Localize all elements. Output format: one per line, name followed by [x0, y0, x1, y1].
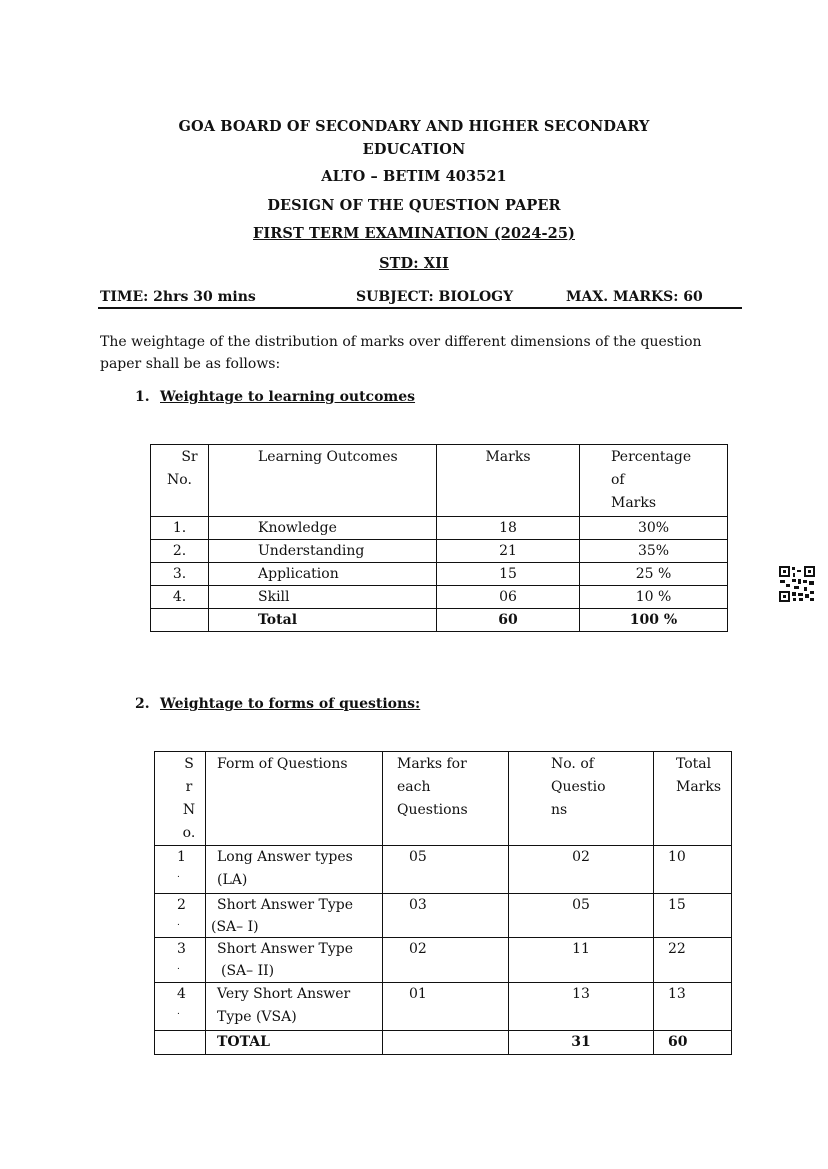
- table-row: 2 . Short Answer Type (SA– I) 03 05 15: [155, 894, 732, 938]
- section-2-number: 2.: [135, 696, 150, 712]
- table-row: 3. Application 15 25 %: [151, 563, 728, 586]
- table-header-row: [155, 752, 732, 846]
- subject-label: SUBJECT: BIOLOGY: [356, 289, 514, 305]
- exam-title: FIRST TERM EXAMINATION (2024-25): [253, 225, 575, 242]
- header-sr: Sr No.: [151, 445, 209, 517]
- design-title: DESIGN OF THE QUESTION PAPER: [267, 197, 561, 214]
- header-total-marks: Total Marks: [654, 752, 732, 846]
- table-header-row: [151, 445, 728, 517]
- header-learning-outcomes: Learning Outcomes: [209, 445, 437, 517]
- learning-outcomes-table: [150, 444, 728, 632]
- std-title: STD: XII: [379, 255, 449, 272]
- table-row: 4 . Very Short Answer Type (VSA) 01 13 13: [155, 983, 732, 1031]
- section-1-number: 1.: [135, 389, 150, 405]
- qr-code-icon: [778, 565, 816, 603]
- time-label: TIME: 2hrs 30 mins: [100, 289, 256, 305]
- table-row: 1 . Long Answer types (LA) 05 02 10: [155, 846, 732, 894]
- section-1-title: Weightage to learning outcomes: [160, 389, 416, 405]
- header-form-of-questions: Form of Questions: [206, 752, 383, 846]
- table-total-row: Total 60 100 %: [151, 609, 728, 632]
- board-address: ALTO – BETIM 403521: [321, 168, 507, 185]
- header-marks: Marks: [437, 445, 580, 517]
- header-percentage: Percentage of Marks: [580, 445, 728, 517]
- header-divider: [98, 307, 742, 309]
- forms-of-questions-table: [154, 751, 732, 1055]
- intro-paragraph: The weightage of the distribution of marks over different dimensions of the question paper shall be as follows:: [100, 334, 702, 372]
- header-sr: S r N o.: [155, 752, 206, 846]
- board-name-line2: EDUCATION: [362, 141, 466, 158]
- section-2-heading: [135, 696, 420, 712]
- table-row: 3 . Short Answer Type (SA– II) 02 11 22: [155, 938, 732, 983]
- header-marks-each: Marks for each Questions: [383, 752, 509, 846]
- header-no-of-questions: No. of Questio ns: [509, 752, 654, 846]
- board-name-line1: GOA BOARD OF SECONDARY AND HIGHER SECONDARY: [178, 118, 650, 135]
- table-total-row: TOTAL 31 60: [155, 1031, 732, 1055]
- section-1-heading: [135, 389, 415, 405]
- table-row: 1. Knowledge 18 30%: [151, 517, 728, 540]
- section-2-title: Weightage to forms of questions:: [160, 696, 421, 712]
- table-row: 4. Skill 06 10 %: [151, 586, 728, 609]
- table-row: 2. Understanding 21 35%: [151, 540, 728, 563]
- max-marks-label: MAX. MARKS: 60: [566, 289, 703, 305]
